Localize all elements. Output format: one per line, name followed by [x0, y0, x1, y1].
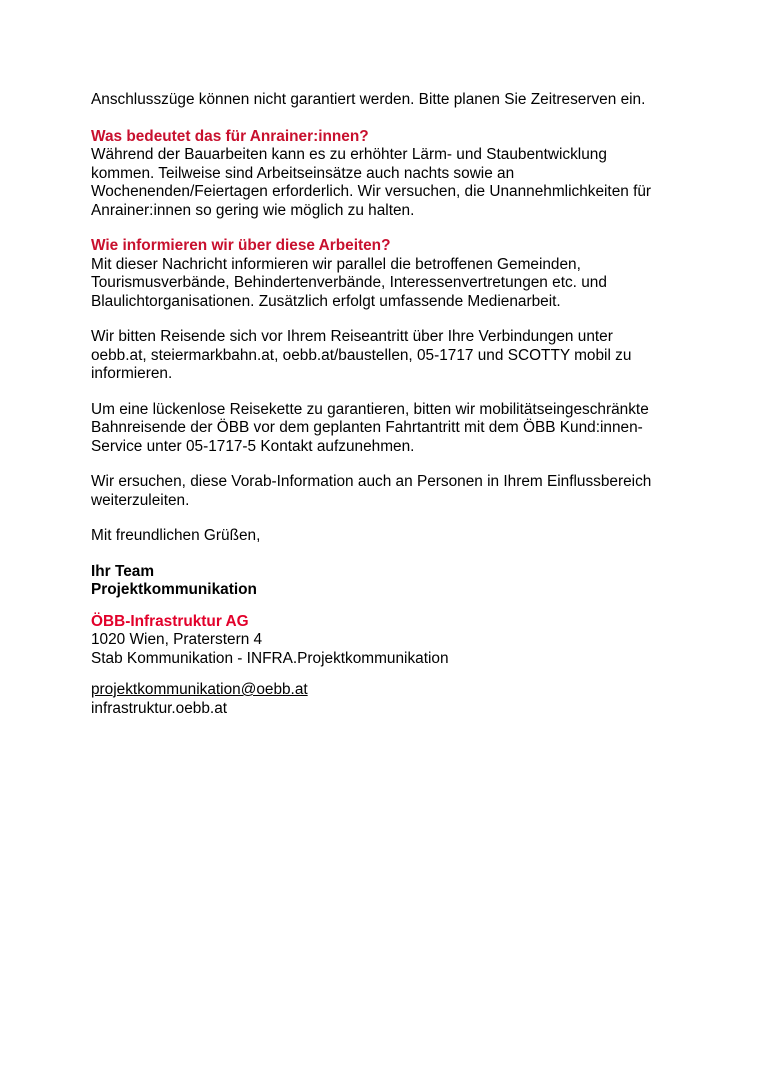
mobility-text-line: Um eine lückenlose Reisekette zu garantieren, bitten wir mobilitätseingeschränkte — [91, 400, 649, 418]
residents-text-line: Wochenenden/Feiertagen erforderlich. Wir versuchen, die Unannehmlichkeiten für — [91, 183, 652, 200]
information-text-line: Mit dieser Nachricht informieren wir parallel die betroffenen Gemeinden, — [91, 255, 581, 273]
residents-text-line: kommen. Teilweise sind Arbeitseinsätze auch nachts sowie an — [91, 164, 515, 182]
travelers-text-line: Wir bitten Reisende sich vor Ihrem Reiseantritt über Ihre Verbindungen unter — [91, 328, 613, 345]
forwarding-text-line: weiterzuleiten. — [91, 491, 190, 509]
greeting-paragraph — [91, 527, 691, 546]
website-text: infrastruktur.oebb.at — [91, 699, 228, 717]
intro-paragraph — [91, 91, 691, 110]
company-department: Stab Kommunikation - INFRA.Projektkommunikation — [91, 649, 449, 667]
mobility-paragraph — [91, 401, 691, 457]
email-link[interactable]: projektkommunikation@oebb.at — [91, 681, 308, 698]
forwarding-text-line: Wir ersuchen, diese Vorab-Information auch an Personen in Ihrem Einflussbereich — [91, 473, 652, 490]
residents-heading: Was bedeutet das für Anrainer:innen? — [91, 127, 369, 145]
information-section — [91, 237, 691, 311]
mobility-text-line: Bahnreisende der ÖBB vor dem geplanten Fahrtantritt mit dem ÖBB Kund:innen- — [91, 419, 643, 436]
letter-body — [91, 91, 691, 735]
residents-section — [91, 128, 691, 221]
company-address: 1020 Wien, Praterstern 4 — [91, 631, 263, 648]
signature-team: Ihr Team — [91, 562, 155, 580]
forwarding-paragraph — [91, 473, 691, 510]
information-heading: Wie informieren wir über diese Arbeiten? — [91, 237, 391, 254]
information-text-line: Blaulichtorganisationen. Zusätzlich erfolgt umfassende Medienarbeit. — [91, 292, 561, 310]
travelers-paragraph — [91, 328, 691, 384]
contact-block — [91, 681, 691, 718]
signature-department: Projektkommunikation — [91, 581, 257, 598]
signature-block — [91, 563, 691, 600]
mobility-text-line: Service unter 05-1717-5 Kontakt aufzunehmen. — [91, 437, 415, 455]
residents-text-line: Anrainer:innen so gering wie möglich zu halten. — [91, 201, 415, 219]
information-text-line: Tourismusverbände, Behindertenverbände, Interessenvertretungen etc. und — [91, 274, 607, 291]
travelers-text-line: informieren. — [91, 365, 173, 382]
greeting-text: Mit freundlichen Grüßen, — [91, 527, 261, 544]
company-name: ÖBB-Infrastruktur AG — [91, 612, 249, 630]
residents-text-line: Während der Bauarbeiten kann es zu erhöhter Lärm- und Staubentwicklung — [91, 146, 607, 163]
intro-line: Anschlusszüge können nicht garantiert werden. Bitte planen Sie Zeitreserven ein. — [91, 91, 646, 108]
travelers-text-line: oebb.at, steiermarkbahn.at, oebb.at/baustellen, 05-1717 und SCOTTY mobil zu — [91, 346, 632, 364]
company-address-block — [91, 613, 691, 669]
